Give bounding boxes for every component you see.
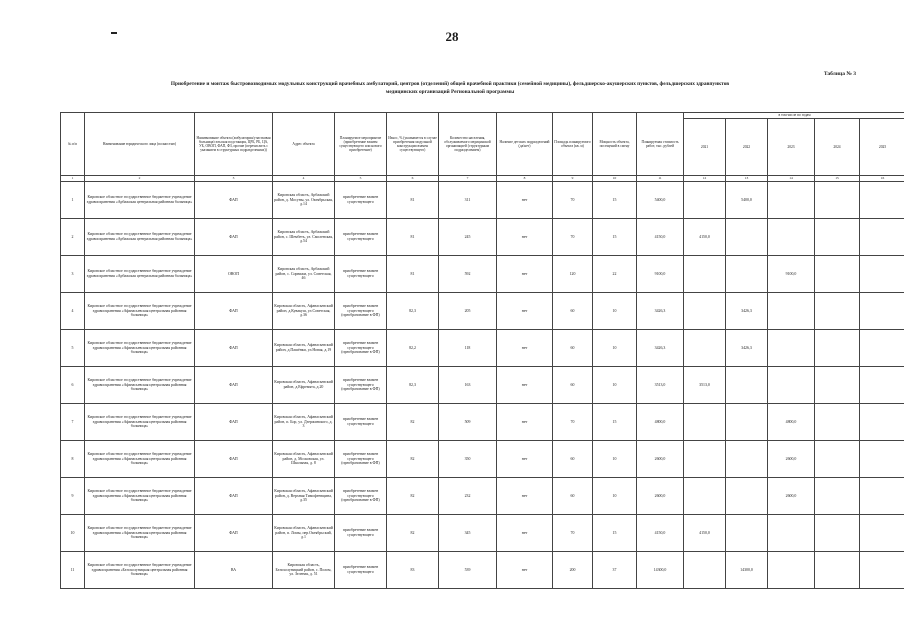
table-row [61, 219, 904, 256]
planned-area: 70 [553, 219, 593, 256]
header-year-2024: 2024 [815, 119, 860, 176]
programme-table [60, 112, 904, 589]
child-units: нет [497, 515, 553, 552]
cost-2022 [726, 515, 768, 552]
col-num: 9 [553, 176, 593, 182]
cost-2025 [860, 404, 904, 441]
col-num: 5 [335, 176, 387, 182]
facility-address: Кировская область, Афанасьевский район, д.Кувакуш, ул.Советская, д.36 [273, 293, 335, 330]
row-number: 2 [61, 219, 85, 256]
org-name: Кировское областное государственное бюджетное учреждение здравоохранения «Афанасьевская центральная районная больница» [85, 293, 195, 330]
header-area: Площадь планируемого объекта (кв. м) [553, 113, 593, 176]
wear-percent: 83 [387, 552, 439, 589]
cost-2024 [815, 330, 860, 367]
child-units: нет [497, 293, 553, 330]
wear-percent: 81 [387, 219, 439, 256]
org-name: Кировское областное государственное бюджетное учреждение здравоохранения «Афанасьевская центральная районная больница» [85, 367, 195, 404]
wear-percent: 82 [387, 441, 439, 478]
col-num: 1 [61, 176, 85, 182]
row-number: 1 [61, 182, 85, 219]
planned-cost: 14300,0 [637, 552, 684, 589]
cost-2024 [815, 367, 860, 404]
visit-capacity: 10 [593, 330, 637, 367]
cost-2022 [726, 441, 768, 478]
org-name: Кировское областное государственное бюджетное учреждение здравоохранения «Афанасьевская центральная районная больница» [85, 515, 195, 552]
table-row [61, 182, 904, 219]
facility-type: ФАП [195, 293, 273, 330]
cost-2025 [860, 293, 904, 330]
facility-address: Кировская область, Афанасьевский район, п. Ломы, пер.Октябрьский, д.1 [273, 515, 335, 552]
visit-capacity: 10 [593, 367, 637, 404]
header-year-2025: 2025 [860, 119, 904, 176]
planned-action: приобретение взамен существующего (преобразование в ФП) [335, 367, 387, 404]
cost-2024 [815, 182, 860, 219]
cost-2023: 2600,0 [768, 478, 815, 515]
cost-2025 [860, 441, 904, 478]
cost-2024 [815, 515, 860, 552]
cost-2021 [684, 552, 726, 589]
facility-type: ФАП [195, 182, 273, 219]
table-row [61, 515, 904, 552]
served-population: 311 [439, 182, 497, 219]
table-row [61, 404, 904, 441]
planned-cost: 4150,0 [637, 219, 684, 256]
header-child-units: Наличие детских подразделений (да/нет) [497, 113, 553, 176]
col-num: 16 [860, 176, 904, 182]
child-units: нет [497, 367, 553, 404]
planned-area: 60 [553, 441, 593, 478]
planned-action: приобретение взамен существующего [335, 219, 387, 256]
header-org: Наименование юридического лица (полностью) [85, 113, 195, 176]
header-action: Планируемое мероприятие (приобретение взамен существующего или нового приобретение) [335, 113, 387, 176]
planned-cost: 3513,0 [637, 367, 684, 404]
row-number: 10 [61, 515, 85, 552]
row-number: 8 [61, 441, 85, 478]
col-num: 8 [497, 176, 553, 182]
org-name: Кировское областное государственное бюджетное учреждение здравоохранения «Афанасьевская центральная районная больница» [85, 441, 195, 478]
planned-area: 60 [553, 367, 593, 404]
cost-2025 [860, 367, 904, 404]
facility-type: ФАП [195, 219, 273, 256]
served-population: 350 [439, 441, 497, 478]
planned-action: приобретение взамен существующего [335, 404, 387, 441]
cost-2025 [860, 182, 904, 219]
org-name: Кировское областное государственное бюджетное учреждение здравоохранения «Афанасьевская центральная районная больница» [85, 404, 195, 441]
title-line-1: Приобретение и монтаж быстровозводимых модульных конструкций врачебных амбулаторий, центров (отделений) общей врачебной практики (семейной медицины), фельдшерско-акушерских пунктов, фельдшерских здравпунктов [170, 81, 730, 87]
wear-percent: 82,2 [387, 330, 439, 367]
facility-address: Кировская область, Афанасьевский район, д. Верхняя Тимофеевщина, д.35 [273, 478, 335, 515]
facility-type: ФАП [195, 515, 273, 552]
cost-2022 [726, 219, 768, 256]
child-units: нет [497, 441, 553, 478]
planned-cost: 5400,0 [637, 182, 684, 219]
planned-area: 60 [553, 293, 593, 330]
cost-2022: 14300,0 [726, 552, 768, 589]
cost-2025 [860, 256, 904, 293]
cost-2021 [684, 182, 726, 219]
row-number: 7 [61, 404, 85, 441]
planned-area: 70 [553, 182, 593, 219]
col-num: 13 [726, 176, 768, 182]
cost-2022 [726, 478, 768, 515]
served-population: 539 [439, 552, 497, 589]
header-type: Наименование объекта (амбулатория/участковая больница/сельская подстанция, ЦРБ, РБ, ЦА, УБ, ОВОП, ФАП, ФЗ, прочие (перечислить с указанием в структурных подразделениях)) [195, 113, 273, 176]
planned-area: 200 [553, 552, 593, 589]
served-population: 509 [439, 404, 497, 441]
served-population: 118 [439, 330, 497, 367]
served-population: 245 [439, 219, 497, 256]
table-label: Таблица № 3 [823, 71, 856, 77]
table-row [61, 330, 904, 367]
planned-area: 60 [553, 478, 593, 515]
header-year-2023: 2023 [768, 119, 815, 176]
cost-2024 [815, 552, 860, 589]
visit-capacity: 37 [593, 552, 637, 589]
cost-2022: 3426,3 [726, 293, 768, 330]
col-num: 7 [439, 176, 497, 182]
facility-type: ФАП [195, 404, 273, 441]
cost-2024 [815, 256, 860, 293]
cost-2023 [768, 293, 815, 330]
org-name: Кировское областное государственное бюджетное учреждение здравоохранения «Арбажская центральная районная больница» [85, 256, 195, 293]
planned-area: 60 [553, 330, 593, 367]
col-num: 6 [387, 176, 439, 182]
planned-action: приобретение взамен существующего (преобразование в ФП) [335, 441, 387, 478]
header-population: Количество населения, обслуживаемого медицинской организацией (структурным подразделением) [439, 113, 497, 176]
facility-address: Кировская область, Афанасьевский район, д. Московская, ул. Школьная, д. 8 [273, 441, 335, 478]
cost-2025 [860, 219, 904, 256]
col-num: 4 [273, 176, 335, 182]
header-by-years: в том числе по годам [684, 113, 904, 119]
wear-percent: 82 [387, 404, 439, 441]
facility-address: Кировская область, Арбажский район, д. Мосуны, ул. Октябрьская, д.14 [273, 182, 335, 219]
header-year-2021: 2021 [684, 119, 726, 176]
cost-2023 [768, 182, 815, 219]
page-number: 28 [445, 29, 459, 44]
cost-2025 [860, 552, 904, 589]
planned-action: приобретение взамен существующего [335, 552, 387, 589]
visit-capacity: 15 [593, 404, 637, 441]
cost-2021 [684, 293, 726, 330]
org-name: Кировское областное государственное бюджетное учреждение здравоохранения «Белохолуницкая центральная районная больница» [85, 552, 195, 589]
cost-2023: 4800,0 [768, 404, 815, 441]
cost-2021 [684, 330, 726, 367]
cost-2025 [860, 330, 904, 367]
stray-mark [111, 32, 117, 34]
col-num: 12 [684, 176, 726, 182]
wear-percent: 81 [387, 182, 439, 219]
row-number: 11 [61, 552, 85, 589]
facility-type: ФАП [195, 441, 273, 478]
served-population: 345 [439, 515, 497, 552]
cost-2024 [815, 404, 860, 441]
header-year-2022: 2022 [726, 119, 768, 176]
title-line-2: медицинских организаций Региональной программы [385, 89, 515, 95]
child-units: нет [497, 219, 553, 256]
cost-2023: 9100,0 [768, 256, 815, 293]
cost-2021 [684, 441, 726, 478]
cost-2023 [768, 515, 815, 552]
header-capacity: Мощность объекта, посещений в смену [593, 113, 637, 176]
cost-2021: 4150,0 [684, 515, 726, 552]
table-row [61, 478, 904, 515]
planned-area: 70 [553, 404, 593, 441]
table-body [61, 182, 904, 589]
col-num: 14 [768, 176, 815, 182]
cost-2021: 3513,0 [684, 367, 726, 404]
table-row [61, 441, 904, 478]
col-num: 11 [637, 176, 684, 182]
facility-address: Кировская область, Афанасьевский район, д.Ефремята, д.20 [273, 367, 335, 404]
planned-cost: 2600,0 [637, 441, 684, 478]
table-row [61, 367, 904, 404]
child-units: нет [497, 552, 553, 589]
col-num: 2 [85, 176, 195, 182]
facility-address: Кировская область, Арбажский район, с. Шембеть, ул. Смоленская, д.54 [273, 219, 335, 256]
planned-action: приобретение взамен существующего [335, 515, 387, 552]
cost-2022: 5400,0 [726, 182, 768, 219]
planned-cost: 3426,3 [637, 293, 684, 330]
planned-cost: 3426,3 [637, 330, 684, 367]
planned-cost: 2600,0 [637, 478, 684, 515]
cost-2024 [815, 293, 860, 330]
cost-2021: 4150,0 [684, 219, 726, 256]
facility-address: Кировская область, Афанасьевский район, п. Бор, ул. Дзержинского, д. 3 [273, 404, 335, 441]
facility-address: Кировская область, Арбажский район, с. Сорвижи, ул. Советская, 46 [273, 256, 335, 293]
served-population: 592 [439, 256, 497, 293]
org-name: Кировское областное государственное бюджетное учреждение здравоохранения «Афанасьевская центральная районная больница» [85, 330, 195, 367]
col-num: 10 [593, 176, 637, 182]
col-num: 15 [815, 176, 860, 182]
planned-cost: 4800,0 [637, 404, 684, 441]
facility-type: ФАП [195, 478, 273, 515]
child-units: нет [497, 404, 553, 441]
planned-cost: 4150,0 [637, 515, 684, 552]
cost-2025 [860, 478, 904, 515]
header-address: Адрес объекта [273, 113, 335, 176]
cost-2023: 2600,0 [768, 441, 815, 478]
col-num: 3 [195, 176, 273, 182]
org-name: Кировское областное государственное бюджетное учреждение здравоохранения «Афанасьевская центральная районная больница» [85, 478, 195, 515]
org-name: Кировское областное государственное бюджетное учреждение здравоохранения «Арбажская центральная районная больница» [85, 182, 195, 219]
header-num: № п/п [61, 113, 85, 176]
cost-2023 [768, 330, 815, 367]
wear-percent: 82,3 [387, 367, 439, 404]
planned-action: приобретение взамен существующего (преобразование в ФП) [335, 478, 387, 515]
facility-type: ВА [195, 552, 273, 589]
row-number: 3 [61, 256, 85, 293]
visit-capacity: 10 [593, 293, 637, 330]
header-wear: Износ, % (указывается в случае приобретения модульной конструкции взамен существующего) [387, 113, 439, 176]
child-units: нет [497, 478, 553, 515]
facility-type: ОВОП [195, 256, 273, 293]
table-row [61, 552, 904, 589]
wear-percent: 82,3 [387, 293, 439, 330]
planned-action: приобретение взамен существующего [335, 256, 387, 293]
visit-capacity: 15 [593, 219, 637, 256]
served-population: 232 [439, 478, 497, 515]
cost-2021 [684, 404, 726, 441]
cost-2021 [684, 478, 726, 515]
facility-address: Кировская область, Афанасьевский район, д.Пашёнки, ул.Новая, д.19 [273, 330, 335, 367]
row-number: 4 [61, 293, 85, 330]
facility-type: ФАП [195, 367, 273, 404]
table-row [61, 293, 904, 330]
planned-action: приобретение взамен существующего [335, 182, 387, 219]
visit-capacity: 10 [593, 441, 637, 478]
planned-area: 120 [553, 256, 593, 293]
child-units: нет [497, 182, 553, 219]
header-cost: Планируемая стоимость работ, тыс. рублей [637, 113, 684, 176]
cost-2024 [815, 441, 860, 478]
served-population: 163 [439, 367, 497, 404]
planned-action: приобретение взамен существующего (преобразование в ФП) [335, 293, 387, 330]
cost-2024 [815, 478, 860, 515]
org-name: Кировское областное государственное бюджетное учреждение здравоохранения «Арбажская центральная районная больница» [85, 219, 195, 256]
served-population: 205 [439, 293, 497, 330]
planned-action: приобретение взамен существующего (преобразование в ФП) [335, 330, 387, 367]
cost-2023 [768, 219, 815, 256]
table-row [61, 256, 904, 293]
cost-2023 [768, 552, 815, 589]
document-title [120, 80, 780, 96]
planned-area: 70 [553, 515, 593, 552]
cost-2024 [815, 219, 860, 256]
row-number: 5 [61, 330, 85, 367]
cost-2023 [768, 367, 815, 404]
cost-2021 [684, 256, 726, 293]
wear-percent: 81 [387, 256, 439, 293]
facility-type: ФАП [195, 330, 273, 367]
visit-capacity: 22 [593, 256, 637, 293]
wear-percent: 82 [387, 478, 439, 515]
facility-address: Кировская область, Белохолуницкий район, с. Полом, ул. Зеленая, д. 51 [273, 552, 335, 589]
cost-2025 [860, 515, 904, 552]
child-units: нет [497, 330, 553, 367]
row-number: 9 [61, 478, 85, 515]
cost-2022: 3426,3 [726, 330, 768, 367]
cost-2022 [726, 367, 768, 404]
cost-2022 [726, 256, 768, 293]
cost-2022 [726, 404, 768, 441]
visit-capacity: 10 [593, 478, 637, 515]
row-number: 6 [61, 367, 85, 404]
visit-capacity: 15 [593, 515, 637, 552]
child-units: нет [497, 256, 553, 293]
wear-percent: 82 [387, 515, 439, 552]
planned-cost: 9100,0 [637, 256, 684, 293]
visit-capacity: 15 [593, 182, 637, 219]
